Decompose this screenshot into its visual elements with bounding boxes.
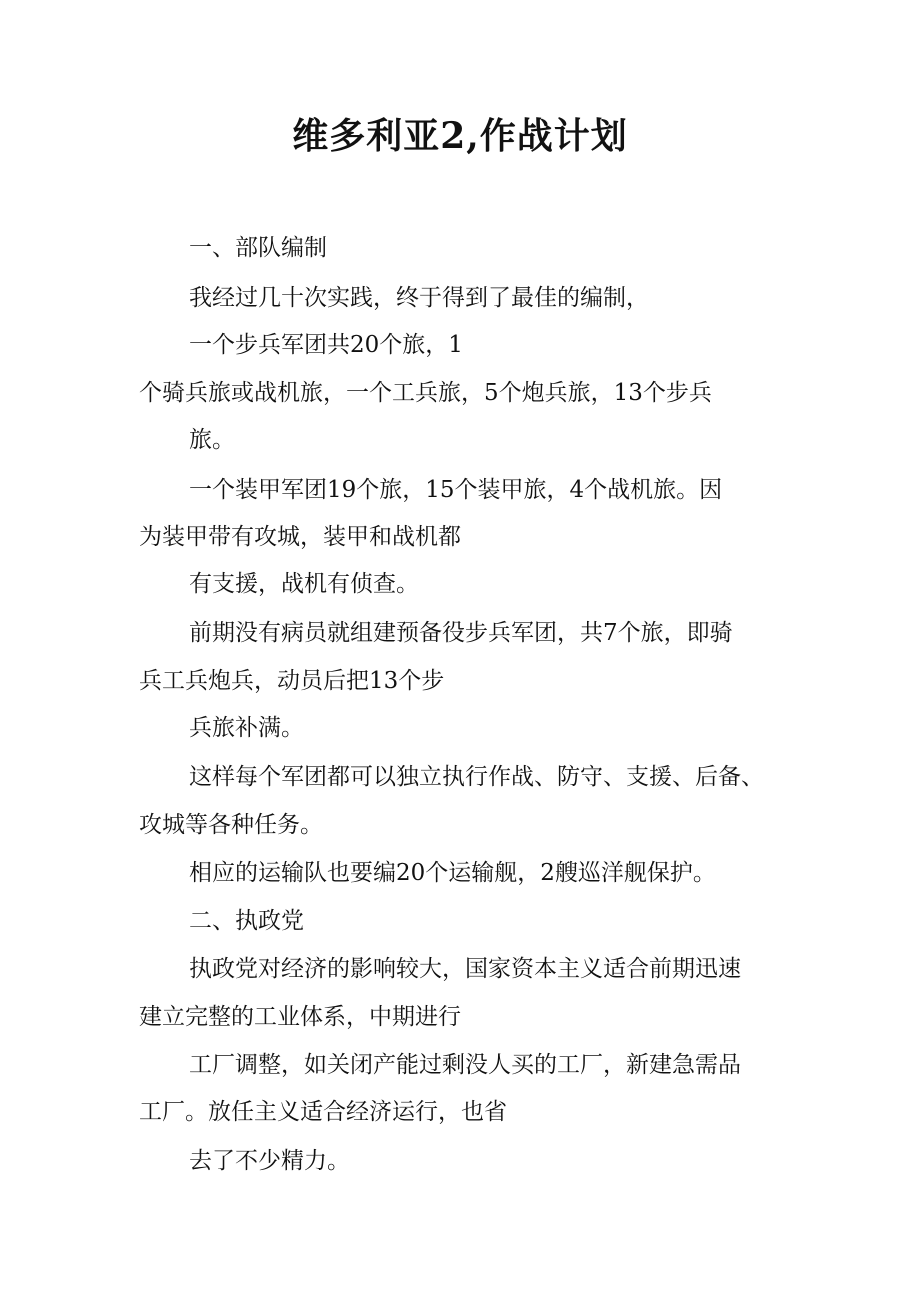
paragraph-line: 执政党对经济的影响较大，国家资本主义适合前期迅速 <box>189 956 741 982</box>
paragraph-line: 工厂调整，如关闭产能过剩没人买的工厂，新建急需品 <box>189 1052 741 1078</box>
paragraph-line: 有支援，战机有侦查。 <box>189 571 419 597</box>
paragraph-line: 相应的运输队也要编20个运输舰，2艘巡洋舰保护。 <box>189 860 716 886</box>
paragraph-line: 为装甲带有攻城，装甲和战机都 <box>139 524 461 550</box>
section-heading: 一、部队编制 <box>189 235 327 261</box>
paragraph-line: 旅。 <box>189 427 235 453</box>
paragraph-line: 一个装甲军团19个旅，15个装甲旅，4个战机旅。因 <box>189 477 723 503</box>
paragraph-line: 去了不少精力。 <box>189 1148 350 1174</box>
paragraph-line: 建立完整的工业体系，中期进行 <box>139 1004 461 1030</box>
paragraph-line: 兵工兵炮兵，动员后把13个步 <box>139 668 445 694</box>
document-title: 维多利亚2,作战计划 <box>292 115 628 157</box>
paragraph-line: 工厂。放任主义适合经济运行，也省 <box>139 1099 507 1125</box>
paragraph-line: 我经过几十次实践，终于得到了最佳的编制， <box>189 285 649 311</box>
paragraph-line: 前期没有病员就组建预备役步兵军团，共7个旅，即骑 <box>189 620 733 646</box>
section-heading: 二、执政党 <box>189 908 304 934</box>
paragraph-line: 攻城等各种任务。 <box>139 812 323 838</box>
paragraph-line: 个骑兵旅或战机旅，一个工兵旅，5个炮兵旅，13个步兵 <box>139 380 712 406</box>
paragraph-line: 这样每个军团都可以独立执行作战、防守、支援、后备、 <box>189 764 764 790</box>
paragraph-line: 兵旅补满。 <box>189 715 304 741</box>
paragraph-line: 一个步兵军团共20个旅，1 <box>189 332 463 358</box>
